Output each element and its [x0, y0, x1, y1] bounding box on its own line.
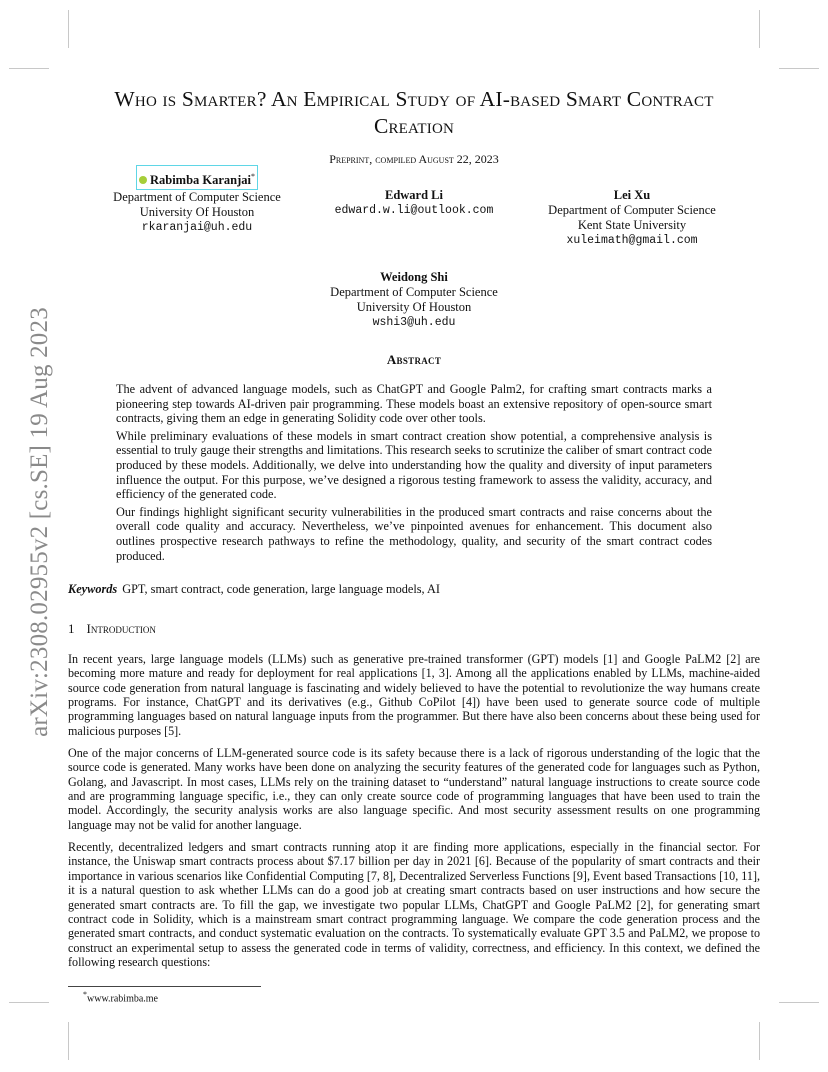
crop-mark	[759, 10, 760, 48]
author-institution: University Of Houston	[356, 300, 472, 314]
abstract-paragraph: While preliminary evaluations of these models in smart contract creation show potential, a comprehensive analysis is essential to truly gauge their strengths and limitations. This research seeks to scrutinize the caliber of smart contract code produced by these models. Additionally, we delve into understanding how the quality and diversity of input parameters influence the output. For this purpose, we’ve designed a rigorous testing framework to assess the validity, accuracy, and efficiency of the generated code.	[116, 428, 712, 502]
footnote-mark: *	[83, 990, 87, 999]
section-title: Introduction	[86, 621, 156, 636]
author-name: Lei Xu	[613, 188, 651, 202]
crop-mark	[9, 1002, 49, 1003]
body-paragraph: In recent years, large language models (LLMs) such as generative pre-trained transformer (GPT) models [1] and Google PaLM2 [2] are becoming more mature and ready for deployment for real applications [1, 3]. Among all the applications enabled by LLMs, machine-aided source code generation from natural language is fascinating and widely believed to have the potential to revolutionize the way humans create programs. For instance, ChatGPT and its derivatives (e.g., Github CoPilot [4]) have been used to generate source code of multiple programming languages based on natural language inputs from the programmer. But there have also been concerns about these being used for malicious purposes [5].	[68, 652, 760, 738]
author-block-2	[318, 188, 510, 218]
author-block-1	[100, 165, 294, 235]
author-name: Weidong Shi	[380, 270, 448, 284]
abstract-paragraph: The advent of advanced language models, such as ChatGPT and Google Palm2, for crafting smart contracts marks a pioneering step towards AI-driven pair programming. These models boast an extensive repository of open-source smart contracts, giving them an edge in generating Solidity code over other tools.	[116, 382, 712, 426]
author-email: edward.w.li@outlook.com	[334, 204, 494, 217]
author-affiliation: Department of Computer Science	[548, 203, 716, 217]
author-institution: University Of Houston	[139, 205, 255, 220]
footnote	[83, 990, 158, 1004]
title-line-1: Who is Smarter? An Empirical Study of AI-based Smart Contract	[114, 87, 714, 111]
author-affiliation: Department of Computer Science	[330, 285, 498, 299]
author-block-4	[314, 270, 514, 330]
keywords-label: Keywords	[68, 582, 118, 596]
author-name: Rabimba Karanjai	[149, 173, 252, 188]
body-text	[68, 652, 760, 977]
section-number: 1	[68, 621, 75, 636]
crop-mark	[779, 68, 819, 69]
arxiv-stamp-text: arXiv:2308.02955v2 [cs.SE] 19 Aug 2023	[26, 307, 53, 737]
title-line-2: Creation	[373, 114, 455, 138]
abstract-heading: Abstract	[386, 352, 442, 367]
body-paragraph: One of the major concerns of LLM-generated source code is its safety because there is a lack of rigorous understanding of the logic that the source code is generated. Many works have been done on analyzing the security features of the generated code for languages such as Python, Golang, and Javascript. In most cases, LLMs rely on the training dataset to “understand” natural language instructions to create source code and are programming language specific, i.e., they can only create source code of programming languages that have been used to train the model. Accordingly, the security analysis works are also language specific. And most security assessment results on one programming language may not be valid for another language.	[68, 746, 760, 832]
keywords-text: GPT, smart contract, code generation, large language models, AI	[122, 582, 440, 596]
body-paragraph: Recently, decentralized ledgers and smart contracts running atop it are finding more applications, especially in the financial sector. For instance, the Uniswap smart contracts process about $7.17 billion per day in 2021 [6]. Because of the popularity of smart contracts and their importance in various scenarios like Confidential Computing [7, 8], Decentralized Serverless Functions [9], Event based Transactions [10, 11], it is a natural question to ask whether LLMs can do a good job at creating smart contracts based on user instructions and how secure the generated smart contracts are. To fill the gap, we investigate two popular LLMs, ChatGPT and Google PaLM2 [2], for generating smart contract code in Solidity, which is a mainstream smart contract programming language. We compare the code generation process and the generated smart contracts, and conduct systematic evaluation on the contracts. To systematically evaluate GPT 3.5 and PaLM2, we propose to construct an experimental setup to assess the generated code in terms of validity, correctness, and efficiency. In this context, we defined the following research questions:	[68, 840, 760, 969]
author-affiliation: Department of Computer Science	[113, 190, 281, 205]
author-email: rkaranjai@uh.edu	[141, 221, 253, 235]
keywords	[68, 582, 440, 597]
paper-title	[68, 86, 760, 140]
crop-mark	[68, 10, 69, 48]
author-block-3	[532, 188, 732, 248]
crop-mark	[68, 1022, 69, 1060]
author-email: wshi3@uh.edu	[372, 316, 456, 329]
abstract	[116, 382, 712, 566]
orcid-icon[interactable]	[139, 176, 147, 184]
author-email: xuleimath@gmail.com	[566, 234, 698, 247]
footnote-mark: *	[251, 172, 256, 181]
crop-mark	[9, 68, 49, 69]
author-link-box[interactable]	[136, 165, 258, 190]
footnote-rule	[68, 986, 261, 987]
author-institution: Kent State University	[577, 218, 687, 232]
footnote-text[interactable]: www.rabimba.me	[87, 993, 158, 1005]
author-name: Edward Li	[384, 188, 443, 202]
abstract-paragraph: Our findings highlight significant security vulnerabilities in the produced smart contracts and raise concerns about the overall code quality and accuracy. Nevertheless, we’ve pinpointed avenues for enhancement. This document also outlines prospective research pathways to refine the methodology, quality, and security of the smart contract codes produced.	[116, 504, 712, 563]
preprint-line: Preprint, compiled August 22, 2023	[329, 152, 499, 166]
crop-mark	[759, 1022, 760, 1060]
crop-mark	[779, 1002, 819, 1003]
section-heading	[68, 621, 156, 637]
